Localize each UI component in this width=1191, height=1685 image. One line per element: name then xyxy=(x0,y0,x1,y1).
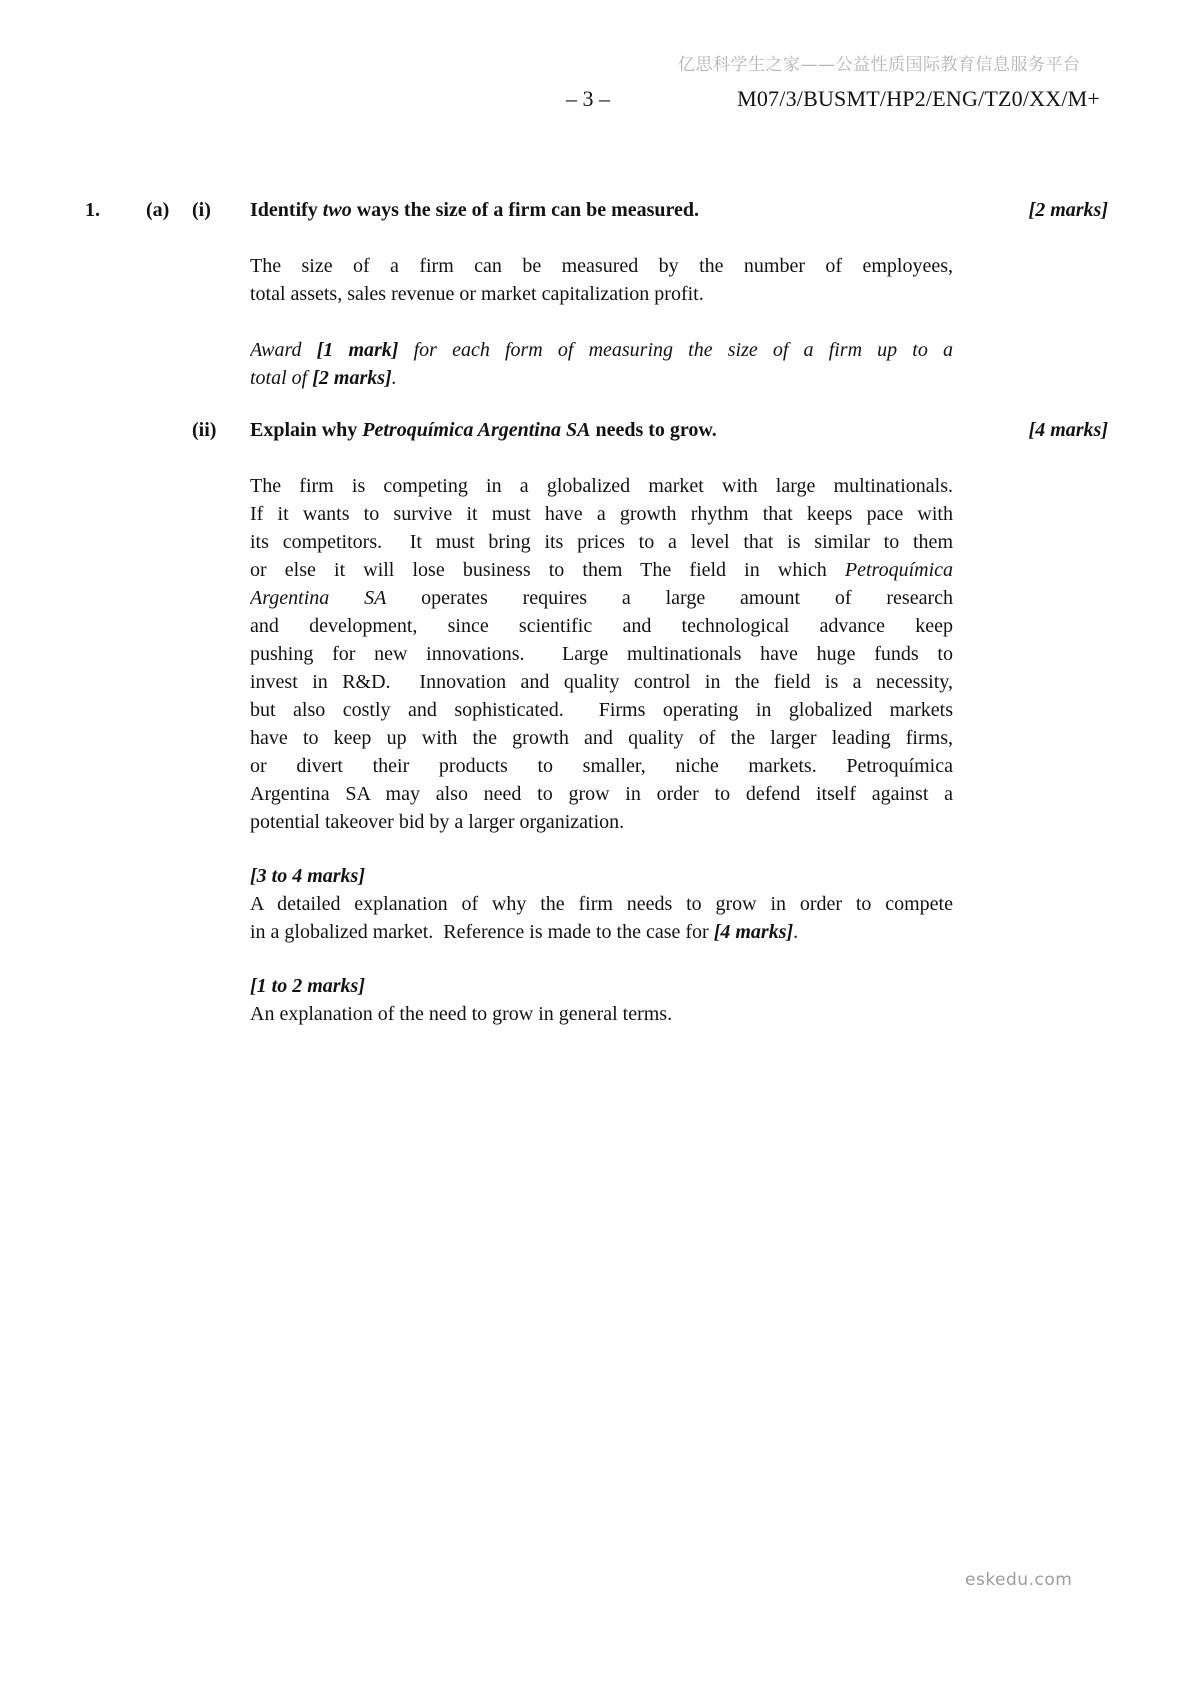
text-line xyxy=(250,252,953,280)
text-segment: [4 marks] xyxy=(713,921,794,943)
part-label: (a) xyxy=(146,199,170,221)
text-line xyxy=(250,668,953,696)
text-line xyxy=(250,752,953,780)
text-line xyxy=(250,556,953,584)
text-line xyxy=(250,780,953,808)
text-segment: potential takeover bid by a larger organization. xyxy=(250,811,625,833)
subpart-i-answer xyxy=(250,252,953,308)
text-segment: A detailed explanation of why the firm needs to grow in order to compete xyxy=(250,893,953,915)
text-segment: Explain why xyxy=(250,419,363,441)
subpart-ii-prompt xyxy=(250,416,953,444)
text-line xyxy=(250,528,953,556)
text-segment: for each form of measuring the size of a firm up to a xyxy=(398,339,953,361)
text-segment: its competitors. It must bring its prices to a level that is similar to them xyxy=(250,531,953,553)
text-segment: or divert their products to smaller, niche markets. Petroquímica xyxy=(250,755,953,777)
question-1ai-heading xyxy=(0,196,1191,224)
text-segment: Identify xyxy=(250,199,323,221)
question-1aii-heading xyxy=(0,416,1191,444)
text-segment: If it wants to survive it must have a growth rhythm that keeps pace with xyxy=(250,503,953,525)
text-segment: needs to grow. xyxy=(590,419,717,441)
page-number: – 3 – xyxy=(566,86,610,111)
question-number: 1. xyxy=(85,199,100,221)
watermark-top: 亿思科学生之家——公益性质国际教育信息服务平台 xyxy=(678,55,1081,75)
text-segment: Petroquímica Argentina SA xyxy=(362,419,591,441)
text-line xyxy=(250,918,953,946)
text-line xyxy=(250,808,953,836)
text-line xyxy=(250,890,953,918)
text-segment: total assets, sales revenue or market capitalization profit. xyxy=(250,283,704,305)
text-segment: ways the size of a firm can be measured. xyxy=(351,199,700,221)
subpart-ii-answer xyxy=(250,472,953,836)
document-code: M07/3/BUSMT/HP2/ENG/TZ0/XX/M+ xyxy=(737,86,1100,111)
markband-3-4 xyxy=(250,862,953,946)
text-segment: . xyxy=(391,367,397,389)
subpart-i-award-note xyxy=(250,336,953,392)
text-line xyxy=(250,280,953,308)
text-line xyxy=(250,500,953,528)
text-segment: but also costly and sophisticated. Firms operating in globalized markets xyxy=(250,699,953,721)
markscheme-content xyxy=(0,196,1191,1028)
markband-1-2 xyxy=(250,972,953,1028)
subpart-ii-label: (ii) xyxy=(192,419,217,441)
text-segment: The firm is competing in a globalized market with large multinationals. xyxy=(250,475,953,497)
text-line xyxy=(250,336,953,364)
text-segment: The size of a firm can be measured by the number of employees, xyxy=(250,255,953,277)
text-segment: operates requires a large amount of research xyxy=(386,587,953,609)
markband-3-4-heading: [3 to 4 marks] xyxy=(250,865,365,887)
text-line xyxy=(250,612,953,640)
text-segment: in a globalized market. Reference is made to the case for xyxy=(250,921,714,943)
text-line xyxy=(250,640,953,668)
text-line xyxy=(250,1000,953,1028)
text-line xyxy=(250,472,953,500)
text-segment: invest in R&D. Innovation and quality control in the field is a necessity, xyxy=(250,671,953,693)
subpart-i-label: (i) xyxy=(192,199,211,221)
text-segment: Argentina SA may also need to grow in order to defend itself against a xyxy=(250,783,953,805)
subpart-i-prompt xyxy=(250,196,953,224)
text-segment: [1 mark] xyxy=(316,339,399,361)
markband-1-2-heading: [1 to 2 marks] xyxy=(250,975,365,997)
text-segment: Award xyxy=(250,339,317,361)
text-segment: pushing for new innovations. Large multinationals have huge funds to xyxy=(250,643,953,665)
text-segment: have to keep up with the growth and quality of the larger leading firms, xyxy=(250,727,953,749)
text-segment: Argentina SA xyxy=(250,587,387,609)
text-segment: . xyxy=(793,921,799,943)
text-segment: and development, since scientific and technological advance keep xyxy=(250,615,953,637)
text-line xyxy=(250,584,953,612)
markband-1-2-description xyxy=(250,1000,953,1028)
text-line xyxy=(250,724,953,752)
text-segment: two xyxy=(322,199,352,221)
subpart-ii-marks: [4 marks] xyxy=(1028,419,1108,441)
text-line xyxy=(250,364,953,392)
text-segment: [2 marks] xyxy=(312,367,392,389)
text-segment: or else it will lose business to them The field in which xyxy=(250,559,845,581)
text-segment: An explanation of the need to grow in general terms. xyxy=(250,1003,673,1025)
text-segment: Petroquímica xyxy=(844,559,953,581)
text-line xyxy=(250,696,953,724)
watermark-bottom: eskedu.com xyxy=(965,1570,1073,1590)
subpart-i-marks: [2 marks] xyxy=(1028,199,1108,221)
text-segment: total of xyxy=(250,367,313,389)
markband-3-4-description xyxy=(250,890,953,946)
